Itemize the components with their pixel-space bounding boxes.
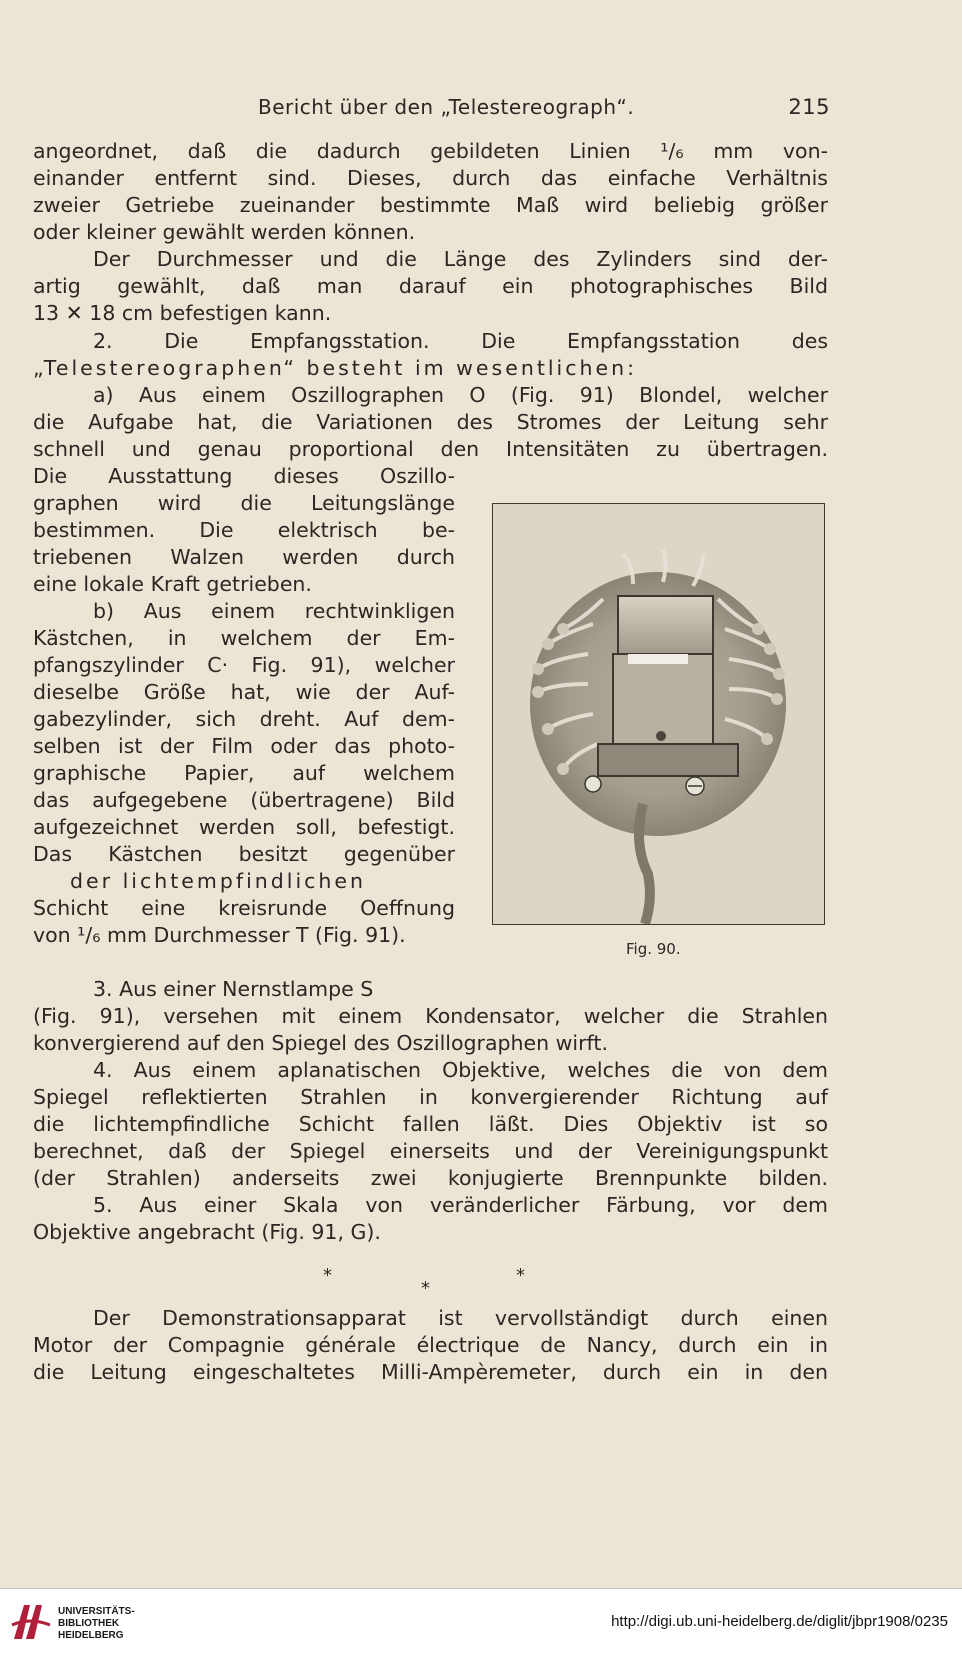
side-line: Das Kästchen besitzt gegenüber [33, 842, 455, 866]
side-line: das aufgegebene (übertragene) Bild [33, 788, 455, 812]
library-name-line: HEIDELBERG [58, 1630, 124, 1641]
running-header [250, 95, 830, 125]
body-line: 5. Aus einer Skala von veränderlicher Färbung, vor dem [93, 1193, 828, 1217]
side-line: pfangszylinder C· Fig. 91), welcher [33, 653, 455, 677]
section-divider-star: * [421, 1278, 430, 1299]
library-name-line: BIBLIOTHEK [58, 1618, 120, 1629]
body-line: 4. Aus einem aplanatischen Objektive, welches die von dem [93, 1058, 828, 1082]
body-line: (Fig. 91), versehen mit einem Kondensator, welcher die Strahlen [33, 1004, 828, 1028]
side-line: eine lokale Kraft getrieben. [33, 572, 312, 596]
side-line: Schicht eine kreisrunde Oeffnung [33, 896, 455, 920]
side-line: triebenen Walzen werden durch [33, 545, 455, 569]
body-line: die Leitung eingeschaltetes Milli-Ampèremeter, durch ein in den [33, 1360, 828, 1384]
section-divider-star: * [323, 1265, 332, 1286]
body-line: berechnet, daß der Spiegel einerseits und der Vereinigungspunkt [33, 1139, 828, 1163]
library-footer-bar [0, 1588, 962, 1657]
running-title: Bericht über den „Telestereograph“. [258, 95, 635, 119]
section-divider-star: * [516, 1265, 525, 1286]
body-line: konvergierend auf den Spiegel des Oszillographen wirft. [33, 1031, 608, 1055]
library-name-line: UNIVERSITÄTS- [58, 1606, 135, 1617]
page-number: 215 [788, 95, 830, 119]
side-line: dieselbe Größe hat, wie der Auf- [33, 680, 455, 704]
side-line: von ¹/₆ mm Durchmesser T (Fig. 91). [33, 923, 406, 947]
body-line: oder kleiner gewählt werden können. [33, 220, 416, 244]
library-name [58, 1606, 135, 1642]
side-line: Die Ausstattung dieses Oszillo- [33, 464, 455, 488]
side-line: der lichtempfindlichen [70, 869, 367, 893]
body-line: a) Aus einem Oszillographen O (Fig. 91) Blondel, welcher [93, 383, 828, 407]
body-line: 3. Aus einer Nernstlampe S [93, 977, 374, 1001]
side-line: b) Aus einem rechtwinkligen [93, 599, 455, 623]
side-line: selben ist der Film oder das photo- [33, 734, 455, 758]
body-line: Objektive angebracht (Fig. 91, G). [33, 1220, 381, 1244]
body-line: die Aufgabe hat, die Variationen des Stromes der Leitung sehr [33, 410, 828, 434]
body-line: einander entfernt sind. Dieses, durch das einfache Verhältnis [33, 166, 828, 190]
body-line: artig gewählt, daß man darauf ein photographisches Bild [33, 274, 828, 298]
body-line: (der Strahlen) anderseits zwei konjugierte Brennpunkte bilden. [33, 1166, 828, 1190]
figure-photograph [492, 503, 825, 925]
body-line: „Telestereographen“ besteht im wesentlichen: [33, 356, 638, 380]
body-line: Der Demonstrationsapparat ist vervollständigt durch einen [93, 1306, 828, 1330]
side-line: graphische Papier, auf welchem [33, 761, 455, 785]
side-line: Kästchen, in welchem der Em- [33, 626, 455, 650]
body-line: Spiegel reflektierten Strahlen in konvergierender Richtung auf [33, 1085, 828, 1109]
body-line: Der Durchmesser und die Länge des Zylinders sind der- [93, 247, 828, 271]
source-url-link[interactable]: http://digi.ub.uni-heidelberg.de/diglit/jbpr1908/0235 [611, 1613, 948, 1630]
university-library-logo-icon [10, 1599, 52, 1645]
section-heading-line: 2. Die Empfangsstation. Die Empfangsstation des [93, 329, 828, 353]
side-line: bestimmen. Die elektrisch be- [33, 518, 455, 542]
body-line: angeordnet, daß die dadurch gebildeten Linien ¹/₆ mm von- [33, 139, 828, 163]
side-line: gabezylinder, sich dreht. Auf dem- [33, 707, 455, 731]
side-line: graphen wird die Leitungslänge [33, 491, 455, 515]
side-line: aufgezeichnet werden soll, befestigt. [33, 815, 455, 839]
body-line: schnell und genau proportional den Intensitäten zu übertragen. [33, 437, 828, 461]
figure-caption: Fig. 90. [626, 940, 681, 958]
body-line: zweier Getriebe zueinander bestimmte Maß wird beliebig größer [33, 193, 828, 217]
body-line: die lichtempfindliche Schicht fallen läßt. Dies Objektiv ist so [33, 1112, 828, 1136]
oscillograph-photo-image [493, 504, 824, 924]
body-line: 13 ✕ 18 cm befestigen kann. [33, 301, 332, 325]
body-line: Motor der Compagnie générale électrique de Nancy, durch ein in [33, 1333, 828, 1357]
